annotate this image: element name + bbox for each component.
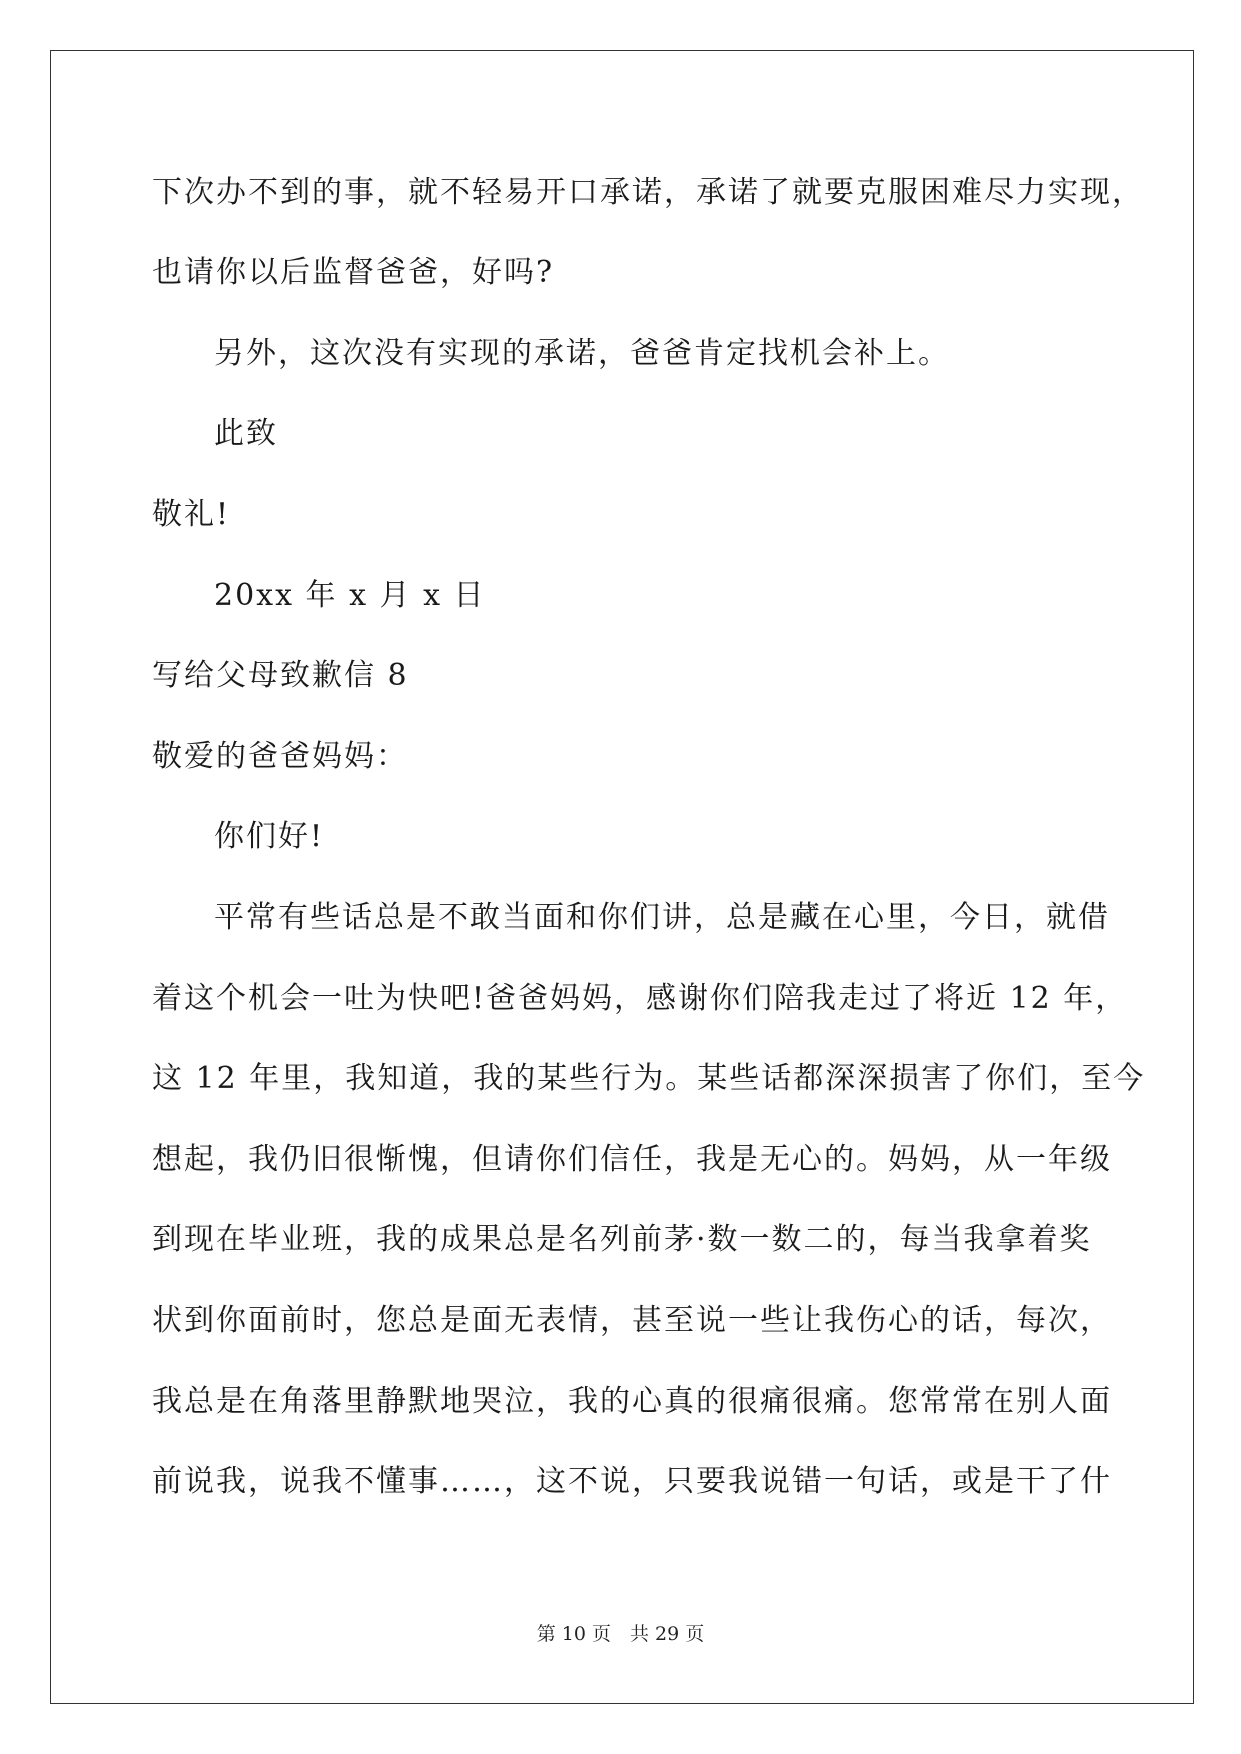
page-border (50, 50, 1194, 1704)
text-line: 前说我，说我不懂事……，这不说，只要我说错一句话，或是干了什 (152, 1464, 1112, 1499)
text-line: 你们好! (214, 819, 325, 854)
salutation-respect: 敬礼! (152, 497, 231, 532)
text-line: 我总是在角落里静默地哭泣，我的心真的很痛很痛。您常常在别人面 (152, 1384, 1112, 1419)
text-line: 状到你面前时，您总是面无表情，甚至说一些让我伤心的话，每次， (152, 1303, 1112, 1338)
text-line: 另外，这次没有实现的承诺，爸爸肯定找机会补上。 (214, 336, 950, 371)
text-line: 想起，我仍旧很惭愧，但请你们信任，我是无心的。妈妈，从一年级 (152, 1142, 1112, 1177)
text-line: 也请你以后监督爸爸，好吗? (152, 255, 555, 290)
page-number: 第 10 页 共 29 页 (536, 1623, 705, 1645)
section-title: 写给父母致歉信 8 (152, 658, 409, 693)
text-line: 到现在毕业班，我的成果总是名列前茅·数一数二的，每当我拿着奖 (152, 1222, 1092, 1257)
salutation-closing: 此致 (214, 416, 278, 451)
letter-greeting: 敬爱的爸爸妈妈： (152, 739, 408, 774)
text-line: 着这个机会一吐为快吧!爸爸妈妈，感谢你们陪我走过了将近 12 年， (152, 981, 1128, 1016)
text-line: 这 12 年里，我知道，我的某些行为。某些话都深深损害了你们，至今 (152, 1061, 1146, 1096)
text-line: 下次办不到的事，就不轻易开口承诺，承诺了就要克服困难尽力实现， (152, 175, 1144, 210)
letter-date: 20xx 年 x 月 x 日 (214, 578, 486, 613)
text-line: 平常有些话总是不敢当面和你们讲，总是藏在心里，今日，就借 (214, 900, 1110, 935)
